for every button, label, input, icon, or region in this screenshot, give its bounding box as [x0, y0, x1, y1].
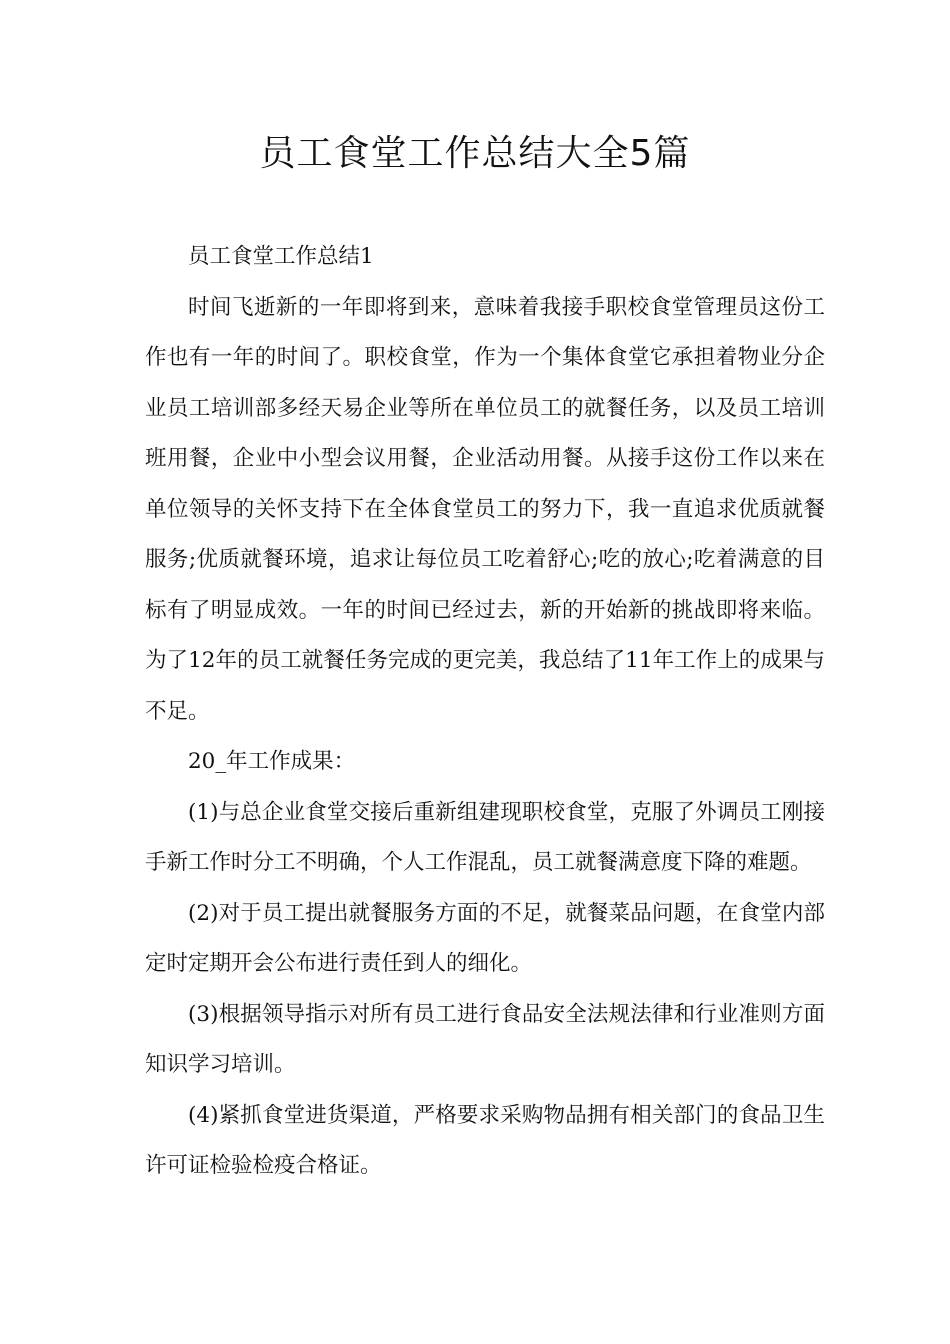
- result-item-1: (1)与总企业食堂交接后重新组建现职校食堂，克服了外调员工刚接手新工作时分工不明确，个人工作混乱，员工就餐满意度下降的难题。: [145, 799, 825, 875]
- result-item-2: (2)对于员工提出就餐服务方面的不足，就餐菜品问题，在食堂内部定时定期开会公布进行责任到人的细化。: [145, 900, 825, 976]
- result-item-3: (3)根据领导指示对所有员工进行食品安全法规法律和行业准则方面知识学习培训。: [145, 1001, 825, 1077]
- document-title: 员工食堂工作总结大全5篇: [259, 133, 691, 174]
- result-item-4: (4)紧抓食堂进货渠道，严格要求采购物品拥有相关部门的食品卫生许可证检验检疫合格证。: [145, 1102, 825, 1178]
- results-heading: 20_年工作成果：: [188, 749, 356, 774]
- section-heading: 员工食堂工作总结1: [188, 244, 374, 269]
- intro-paragraph: 时间飞逝新的一年即将到来，意味着我接手职校食堂管理员这份工作也有一年的时间了。职校食堂，作为一个集体食堂它承担着物业分企业员工培训部多经天易企业等所在单位员工的就餐任务，以及员工培训班用餐，企业中小型会议用餐，企业活动用餐。从接手这份工作以来在单位领导的关怀支持下在全体食堂员工的努力下，我一直追求优质就餐服务;优质就餐环境，追求让每位员工吃着舒心;吃的放心;吃着满意的目标有了明显成效。一年的时间已经过去，新的开始新的挑战即将来临。为了12年的员工就餐任务完成的更完美，我总结了11年工作上的成果与不足。: [145, 294, 825, 724]
- document-body: [145, 232, 825, 1192]
